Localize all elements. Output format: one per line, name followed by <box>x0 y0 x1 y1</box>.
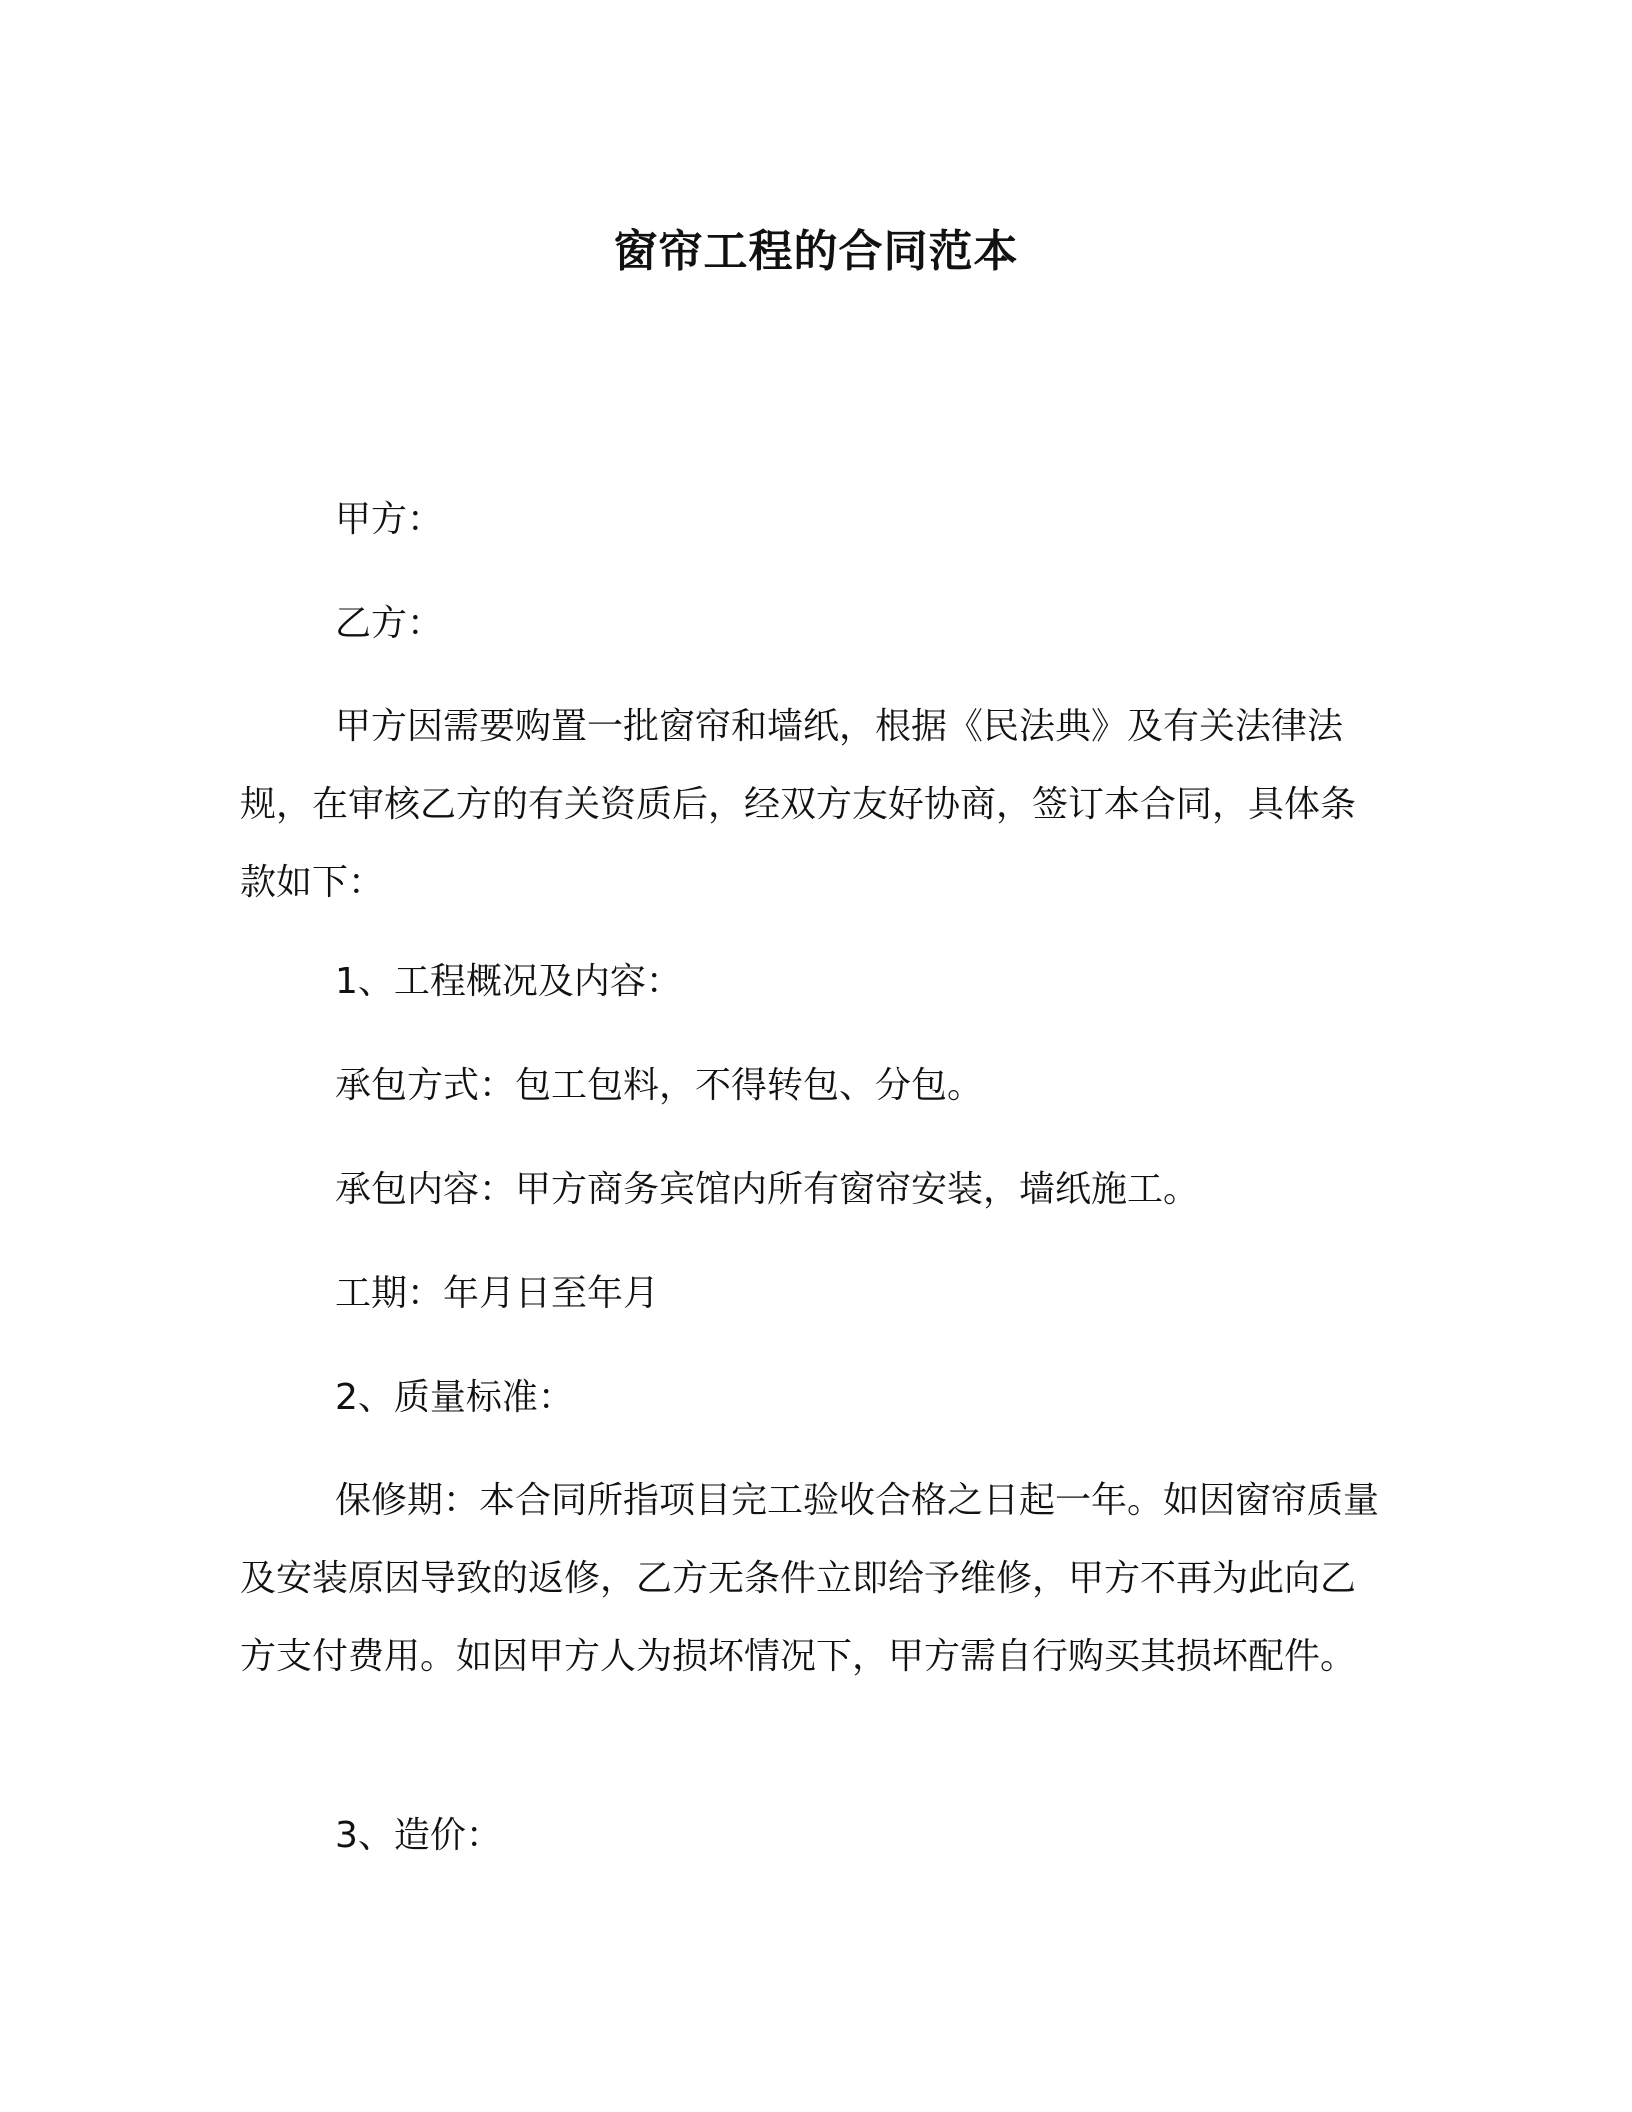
contract-method-line: 承包方式：包工包料，不得转包、分包。 <box>335 1065 984 1106</box>
intro-paragraph: 甲方因需要购置一批窗帘和墙纸，根据《民法典》及有关法律法规，在审核乙方的有关资质后，经双方友好协商，签订本合同，具体条款如下： <box>240 706 1357 903</box>
party-b-label: 乙方： <box>335 603 444 644</box>
section-2-heading: 2、质量标准： <box>335 1377 574 1418</box>
section-3-heading: 3、造价： <box>335 1815 502 1856</box>
warranty-paragraph: 保修期：本合同所指项目完工验收合格之日起一年。如因窗帘质量及安装原因导致的返修，乙方无条件立即给予维修，甲方不再为此向乙方支付费用。如因甲方人为损坏情况下，甲方需自行购买其损坏配件。 <box>240 1480 1380 1677</box>
document-title: 窗帘工程的合同范本 <box>613 226 1019 277</box>
section-1-heading: 1、工程概况及内容： <box>335 961 682 1002</box>
contract-content-line: 承包内容：甲方商务宾馆内所有窗帘安装，墙纸施工。 <box>335 1169 1200 1210</box>
party-a-label: 甲方： <box>335 499 444 540</box>
duration-line: 工期：年月日至年月 <box>335 1273 660 1314</box>
